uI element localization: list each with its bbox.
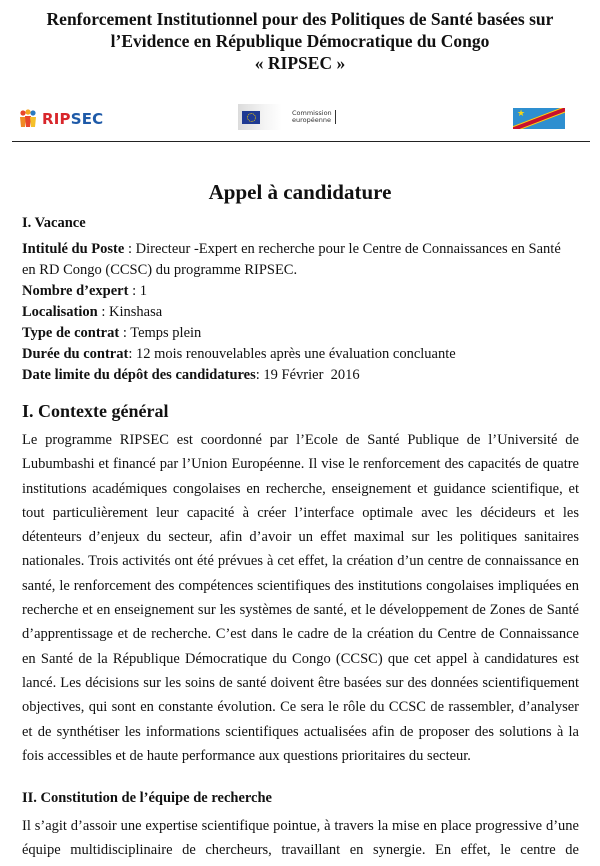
paragraph-line: fois accessibles et de haute performance aux questions prioritaires du secteur.	[22, 747, 471, 764]
field-value: Directeur -Expert en recherche pour le Centre de Connaissances en Santé	[135, 241, 561, 257]
ec-label	[292, 110, 332, 124]
paragraph-line: lancé. Les décisions sur les soins de santé doivent être basées sur des données scientifiquement	[22, 674, 579, 691]
field-label: Type de contrat	[22, 325, 120, 341]
paragraph-line: Il s’agit d’assoir une expertise scientifique pointue, à travers la mise en place progressive d’une	[22, 818, 579, 834]
flag-star-icon: ★	[517, 108, 526, 118]
logo-bar	[0, 100, 600, 136]
eu-flag-icon	[242, 111, 260, 124]
field-label: Durée du contrat	[22, 346, 129, 362]
programme-title	[0, 8, 600, 74]
field-label: Date limite du dépôt des candidatures	[22, 367, 256, 383]
field-intitule-du-poste-cont: en RD Congo (CCSC) du programme RIPSEC.	[22, 262, 298, 278]
paragraph-line: d’apprentissage et de recherche. C’est dans le cadre de la création du Centre de Connaissance	[22, 626, 579, 643]
ec-building-icon	[238, 104, 282, 130]
programme-title-line-2: l’Evidence en République Démocratique du Congo	[110, 31, 490, 51]
ripsec-wordmark	[42, 110, 103, 128]
section-heading-equipe: II. Constitution de l’équipe de recherche	[22, 790, 272, 806]
programme-acronym: « RIPSEC »	[254, 53, 346, 73]
field-date-limite	[22, 366, 360, 384]
ripsec-wordmark-sec: SEC	[70, 110, 104, 128]
paragraph-line: équipe multidisciplinaire de chercheurs, travaillant en synergie. En effet, le centre de	[22, 842, 579, 859]
paragraph-line: détenteurs d’enjeux du secteur, afin d’avoir un effet maximal sur les politiques sanitaires	[22, 529, 579, 546]
header-divider	[12, 141, 590, 142]
paragraph-line: institutions académiques congolaises en recherche, enseignement et guidance scientifique, et	[22, 480, 579, 497]
field-value: 12 mois renouvelables après une évaluation concluante	[135, 346, 456, 362]
paragraph-line: recherche et en enseignement sur les systèmes de santé, et le développement de Zones de Santé	[22, 602, 579, 619]
ripsec-wordmark-rip: RIP	[42, 110, 71, 128]
field-value: 1	[139, 283, 147, 299]
paragraph-line: objectives, qui sont en constante évolution. Ce sera le rôle du CCSC de rassembler, d’analyser	[22, 699, 579, 716]
field-separator: :	[119, 325, 131, 341]
ripsec-people-icon	[18, 109, 38, 129]
drc-flag-icon	[513, 108, 565, 129]
field-label: Localisation	[22, 304, 98, 320]
ec-label-line-2: européenne	[292, 116, 331, 124]
ec-divider	[335, 110, 336, 124]
field-localisation	[22, 303, 162, 321]
european-commission-logo	[238, 104, 336, 130]
field-value: Temps plein	[130, 325, 202, 341]
team-paragraph	[22, 814, 579, 863]
field-separator: :	[255, 367, 264, 383]
paragraph-line: en Santé de la République Démocratique du Congo (CCSC) que cet appel à candidatures est	[22, 650, 579, 667]
field-nombre-expert	[22, 282, 147, 300]
paragraph-line: Lubumbashi et financé par l’Union Européenne. Il vise le renforcement des capacités de quatre	[22, 456, 579, 473]
ec-label-line-1: Commission	[292, 109, 332, 117]
context-paragraph	[22, 428, 579, 768]
section-heading-vacance: I. Vacance	[22, 215, 86, 231]
field-separator: :	[128, 346, 136, 362]
paragraph-line: Le programme RIPSEC est coordonné par l’Ecole de Santé Publique de l’Université de	[22, 432, 579, 448]
field-label: Nombre d’expert	[22, 283, 129, 299]
document-title: Appel à candidature	[208, 180, 392, 204]
field-separator: :	[124, 241, 136, 257]
paragraph-line: et de synthétiser les informations scientifiques actualisées afin de proposer des solutions à la	[22, 723, 579, 740]
programme-title-line-1: Renforcement Institutionnel pour des Politiques de Santé basées sur	[46, 9, 554, 29]
paragraph-line: nationales. Trois activités ont été prévues à cet effet, la création d’un centre de connaissance en	[22, 553, 579, 570]
ripsec-logo	[18, 108, 103, 130]
paragraph-line: santé, le renforcement des compétences scientifiques des institutions congolaises impliquées en	[22, 577, 579, 594]
field-value: 19 Février 2016	[263, 367, 360, 383]
field-separator: :	[97, 304, 110, 320]
field-value: Kinshasa	[109, 304, 163, 320]
paragraph-line: tout particulièrement leur capacité à créer l’interface optimale avec les décideurs et les	[22, 504, 579, 521]
field-separator: :	[128, 283, 140, 299]
field-label: Intitulé du Poste	[22, 241, 125, 257]
field-intitule-du-poste	[22, 240, 561, 258]
field-duree-contrat	[22, 345, 456, 363]
section-heading-contexte: I. Contexte général	[22, 401, 169, 421]
field-type-contrat	[22, 324, 201, 342]
